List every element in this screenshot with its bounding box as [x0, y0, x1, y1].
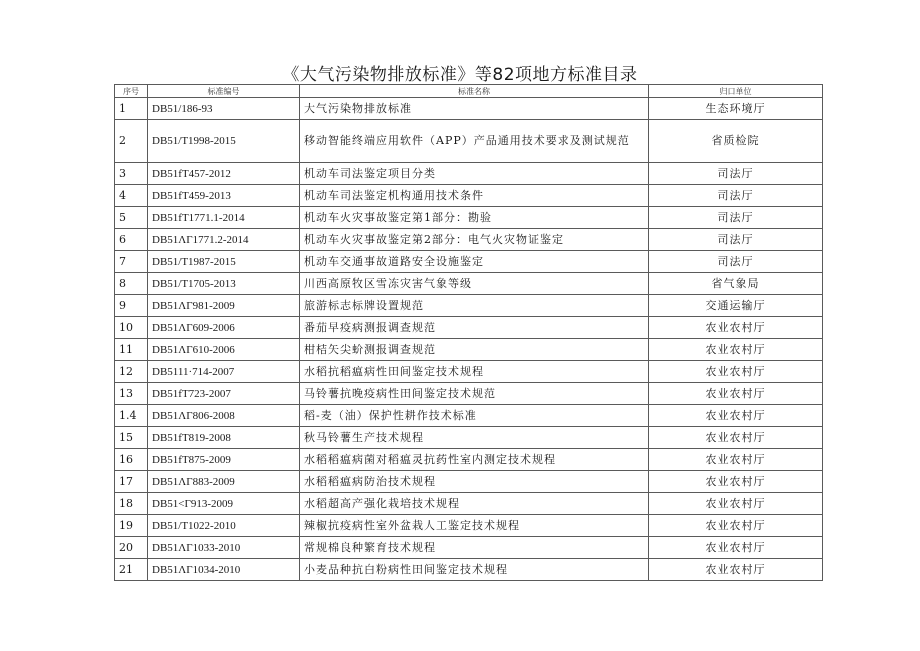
table-row: [115, 559, 823, 581]
department: 农业农村厅: [649, 559, 823, 581]
standard-name: 水稻抗稻瘟病性田间鉴定技术规程: [300, 361, 649, 383]
standard-code: DB51ΛΓ610-2006: [148, 339, 300, 361]
standard-name: 辣椒抗疫病性室外盆栽人工鉴定技术规程: [300, 515, 649, 537]
table-row: [115, 449, 823, 471]
serial-number: 12: [115, 361, 148, 383]
table-row: [115, 493, 823, 515]
document-title: 《大气污染物排放标准》等82项地方标准目录: [282, 65, 638, 85]
standard-code: DB51ΛΓ1771.2-2014: [148, 229, 300, 251]
table-row: [115, 185, 823, 207]
serial-number: 13: [115, 383, 148, 405]
standard-code: DB51ΛΓ981-2009: [148, 295, 300, 317]
department: 农业农村厅: [649, 493, 823, 515]
standard-name: 水稻稻瘟病防治技术规程: [300, 471, 649, 493]
standard-code: DB51fT1771.1-2014: [148, 207, 300, 229]
standard-code: DB51ΛΓ806-2008: [148, 405, 300, 427]
serial-number: 18: [115, 493, 148, 515]
standard-code: DB51/T1705-2013: [148, 273, 300, 295]
standard-name: 水稻超高产强化栽培技术规程: [300, 493, 649, 515]
standard-name: 机动车火灾事故鉴定第1部分：勘验: [300, 207, 649, 229]
table-row: [115, 120, 823, 163]
department: 农业农村厅: [649, 383, 823, 405]
serial-number: 1: [115, 98, 148, 120]
table-row: [115, 361, 823, 383]
standard-code: DB51ΛΓ1034-2010: [148, 559, 300, 581]
standard-name: 番茄早疫病测报调查规范: [300, 317, 649, 339]
table-row: [115, 383, 823, 405]
table-header: [115, 85, 823, 98]
standard-name: 机动车火灾事故鉴定第2部分：电气火灾物证鉴定: [300, 229, 649, 251]
serial-number: 6: [115, 229, 148, 251]
table-row: [115, 317, 823, 339]
table-row: [115, 163, 823, 185]
department: 农业农村厅: [649, 361, 823, 383]
table-body: [115, 98, 823, 581]
serial-number: 11: [115, 339, 148, 361]
table-row: [115, 207, 823, 229]
standard-code: DB51fT875-2009: [148, 449, 300, 471]
header-standard-code: 标准编号: [148, 85, 300, 98]
serial-number: 3: [115, 163, 148, 185]
department: 农业农村厅: [649, 427, 823, 449]
table-row: [115, 537, 823, 559]
standard-code: DB51ΛΓ883-2009: [148, 471, 300, 493]
standard-name: 稻-麦（油）保护性耕作技术标准: [300, 405, 649, 427]
standard-name: 川西高原牧区雪冻灾害气象等级: [300, 273, 649, 295]
serial-number: 15: [115, 427, 148, 449]
department: 农业农村厅: [649, 405, 823, 427]
standard-code: DB51ΛΓ1033-2010: [148, 537, 300, 559]
standard-name: 柑桔矢尖蚧测报调查规范: [300, 339, 649, 361]
standard-code: DB51<Γ913-2009: [148, 493, 300, 515]
serial-number: 16: [115, 449, 148, 471]
table-row: [115, 471, 823, 493]
standard-code: DB51fT459-2013: [148, 185, 300, 207]
standard-name: 移动智能终端应用软件（APP）产品通用技术要求及测试规范: [300, 120, 649, 163]
serial-number: 10: [115, 317, 148, 339]
table-row: [115, 515, 823, 537]
serial-number: 9: [115, 295, 148, 317]
standard-name: 旅游标志标牌设置规范: [300, 295, 649, 317]
department: 农业农村厅: [649, 317, 823, 339]
department: 生态环境厅: [649, 98, 823, 120]
department: 司法厅: [649, 163, 823, 185]
department: 省气象局: [649, 273, 823, 295]
serial-number: 20: [115, 537, 148, 559]
standards-table: [114, 84, 823, 581]
standard-code: DB51ΛΓ609-2006: [148, 317, 300, 339]
table-row: [115, 295, 823, 317]
standard-name: 水稻稻瘟病菌对稻瘟灵抗药性室内测定技术规程: [300, 449, 649, 471]
department: 农业农村厅: [649, 537, 823, 559]
serial-number: 19: [115, 515, 148, 537]
header-standard-name: 标准名称: [300, 85, 649, 98]
serial-number: 17: [115, 471, 148, 493]
department: 交通运输厅: [649, 295, 823, 317]
department: 司法厅: [649, 207, 823, 229]
department: 司法厅: [649, 229, 823, 251]
department: 省质检院: [649, 120, 823, 163]
serial-number: 4: [115, 185, 148, 207]
standard-code: DB51fT457-2012: [148, 163, 300, 185]
standard-name: 马铃薯抗晚疫病性田间鉴定技术规范: [300, 383, 649, 405]
standard-name: 机动车司法鉴定项目分类: [300, 163, 649, 185]
table-row: [115, 229, 823, 251]
department: 农业农村厅: [649, 515, 823, 537]
serial-number: 7: [115, 251, 148, 273]
standard-name: 秋马铃薯生产技术规程: [300, 427, 649, 449]
standard-code: DB51/T1987-2015: [148, 251, 300, 273]
department: 司法厅: [649, 251, 823, 273]
table-row: [115, 251, 823, 273]
standard-code: DB5111·714-2007: [148, 361, 300, 383]
standard-code: DB51fT723-2007: [148, 383, 300, 405]
standard-code: DB51/T1022-2010: [148, 515, 300, 537]
department: 司法厅: [649, 185, 823, 207]
header-department: 归口单位: [649, 85, 823, 98]
header-row: [115, 85, 823, 98]
serial-number: 2: [115, 120, 148, 163]
table-row: [115, 339, 823, 361]
header-serial-number: 序号: [115, 85, 148, 98]
table-row: [115, 273, 823, 295]
standard-code: DB51/186-93: [148, 98, 300, 120]
standard-name: 机动车司法鉴定机构通用技术条件: [300, 185, 649, 207]
department: 农业农村厅: [649, 449, 823, 471]
serial-number: 1.4: [115, 405, 148, 427]
table-row: [115, 98, 823, 120]
standard-name: 小麦品种抗白粉病性田间鉴定技术规程: [300, 559, 649, 581]
standard-name: 常规棉良种繁育技术规程: [300, 537, 649, 559]
standard-name: 机动车交通事故道路安全设施鉴定: [300, 251, 649, 273]
serial-number: 21: [115, 559, 148, 581]
table-row: [115, 405, 823, 427]
standard-code: DB51fT819-2008: [148, 427, 300, 449]
standard-code: DB51/T1998-2015: [148, 120, 300, 163]
table-row: [115, 427, 823, 449]
standard-name: 大气污染物排放标准: [300, 98, 649, 120]
department: 农业农村厅: [649, 339, 823, 361]
serial-number: 8: [115, 273, 148, 295]
serial-number: 5: [115, 207, 148, 229]
department: 农业农村厅: [649, 471, 823, 493]
